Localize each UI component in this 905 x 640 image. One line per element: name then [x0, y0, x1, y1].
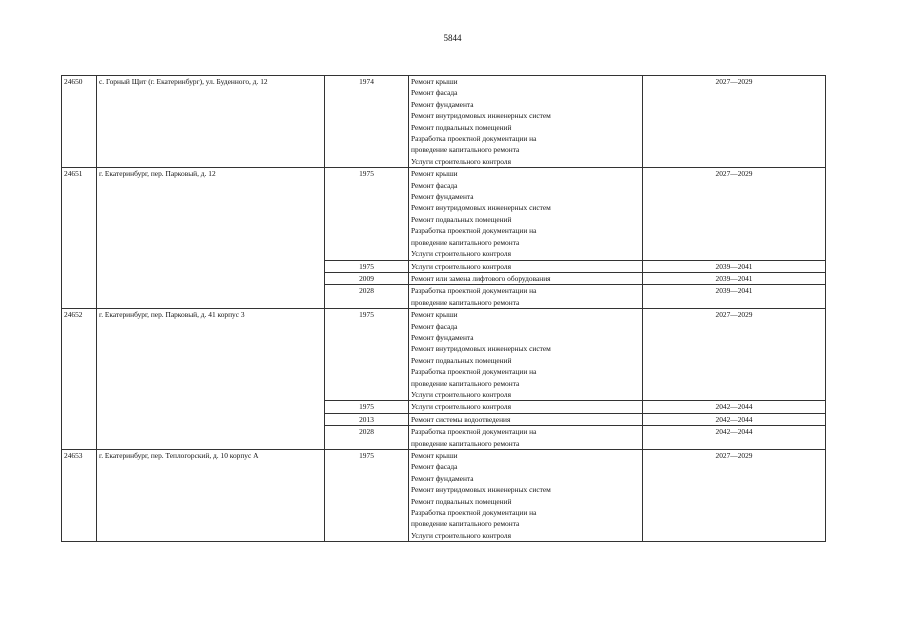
works-cell [409, 76, 643, 168]
work-item: Услуги строительного контроля [411, 389, 511, 399]
work-item: Ремонт крыши [411, 451, 458, 460]
work-item: Услуги строительного контроля [411, 530, 511, 540]
works-cell [409, 168, 643, 260]
work-item: Разработка проектной документации на [411, 286, 537, 296]
work-item: Ремонт фасада [411, 321, 458, 331]
period-cell: 2027—2029 [643, 76, 826, 168]
work-item: Разработка проектной документации на [411, 427, 537, 437]
period-cell: 2039—2041 [643, 272, 826, 284]
work-item: Разработка проектной документации на [411, 226, 537, 236]
table-body [62, 76, 826, 542]
work-item: проведение капитального ремонта [411, 237, 520, 247]
work-item: Ремонт фасада [411, 88, 458, 98]
object-number: 24653 [62, 450, 97, 542]
year-cell: 1975 [325, 309, 409, 401]
work-item: проведение капитального ремонта [411, 378, 520, 388]
object-number: 24650 [62, 76, 97, 168]
year-cell: 2009 [325, 272, 409, 284]
work-item: проведение капитального ремонта [411, 145, 520, 155]
works-cell [409, 309, 643, 401]
work-item: Ремонт крыши [411, 77, 458, 86]
works-cell [409, 426, 643, 450]
work-item: Ремонт подвальных помещений [411, 214, 512, 224]
work-item: Ремонт крыши [411, 169, 458, 179]
year-cell: 1975 [325, 401, 409, 413]
year-cell: 1975 [325, 260, 409, 272]
year-cell: 2028 [325, 426, 409, 450]
work-item: Ремонт подвальных помещений [411, 122, 512, 132]
year-cell: 1975 [325, 168, 409, 260]
work-item: Ремонт крыши [411, 310, 458, 320]
works-cell [409, 272, 643, 284]
work-item: Ремонт подвальных помещений [411, 496, 512, 506]
period-cell: 2027—2029 [643, 450, 826, 542]
year-cell: 1975 [325, 450, 409, 542]
period-cell: 2042—2044 [643, 401, 826, 413]
work-item: Ремонт внутридомовых инженерных систем [411, 344, 551, 354]
object-number: 24652 [62, 309, 97, 450]
object-address: с. Горный Щит (г. Екатеринбург), ул. Буденного, д. 12 [97, 76, 325, 168]
work-item: Ремонт фасада [411, 180, 458, 190]
work-item: Услуги строительного контроля [411, 402, 511, 412]
work-item: Ремонт фасада [411, 462, 458, 472]
work-item: проведение капитального ремонта [411, 519, 520, 529]
work-item: Ремонт внутридомовых инженерных систем [411, 485, 551, 495]
year-cell: 2028 [325, 285, 409, 309]
object-address: г. Екатеринбург, пер. Теплогорский, д. 10 корпус А [97, 450, 325, 542]
work-item: Ремонт системы водоотведения [411, 414, 511, 424]
work-item: Ремонт внутридомовых инженерных систем [411, 203, 551, 213]
repair-schedule-table [61, 75, 826, 542]
table-row [62, 450, 826, 542]
work-item: Ремонт или замена лифтового оборудования [411, 273, 551, 283]
table-row [62, 168, 826, 260]
table-row [62, 76, 826, 168]
work-item: Разработка проектной документации на [411, 508, 537, 518]
year-cell: 1974 [325, 76, 409, 168]
work-item: Услуги строительного контроля [411, 156, 511, 166]
object-address: г. Екатеринбург, пер. Парковый, д. 12 [97, 168, 325, 309]
work-item: Ремонт фундамента [411, 99, 474, 109]
work-item: Ремонт фундамента [411, 192, 474, 202]
works-cell [409, 413, 643, 425]
page-number: 5844 [443, 33, 462, 43]
object-address: г. Екатеринбург, пер. Парковый, д. 41 корпус 3 [97, 309, 325, 450]
object-number: 24651 [62, 168, 97, 309]
work-item: Ремонт фундамента [411, 473, 474, 483]
period-cell: 2027—2029 [643, 309, 826, 401]
work-item: Ремонт фундамента [411, 332, 474, 342]
year-cell: 2013 [325, 413, 409, 425]
period-cell: 2042—2044 [643, 426, 826, 450]
period-cell: 2039—2041 [643, 260, 826, 272]
period-cell: 2027—2029 [643, 168, 826, 260]
works-cell [409, 285, 643, 309]
period-cell: 2042—2044 [643, 413, 826, 425]
works-cell [409, 260, 643, 272]
works-cell [409, 401, 643, 413]
period-cell: 2039—2041 [643, 285, 826, 309]
work-item: Ремонт подвальных помещений [411, 355, 512, 365]
works-cell [409, 450, 643, 542]
table-row [62, 309, 826, 401]
work-item: Услуги строительного контроля [411, 249, 511, 259]
work-item: Услуги строительного контроля [411, 261, 511, 271]
work-item: Разработка проектной документации на [411, 134, 537, 144]
work-item: проведение капитального ремонта [411, 297, 520, 307]
work-item: Разработка проектной документации на [411, 367, 537, 377]
work-item: проведение капитального ремонта [411, 438, 520, 448]
work-item: Ремонт внутридомовых инженерных систем [411, 111, 551, 121]
